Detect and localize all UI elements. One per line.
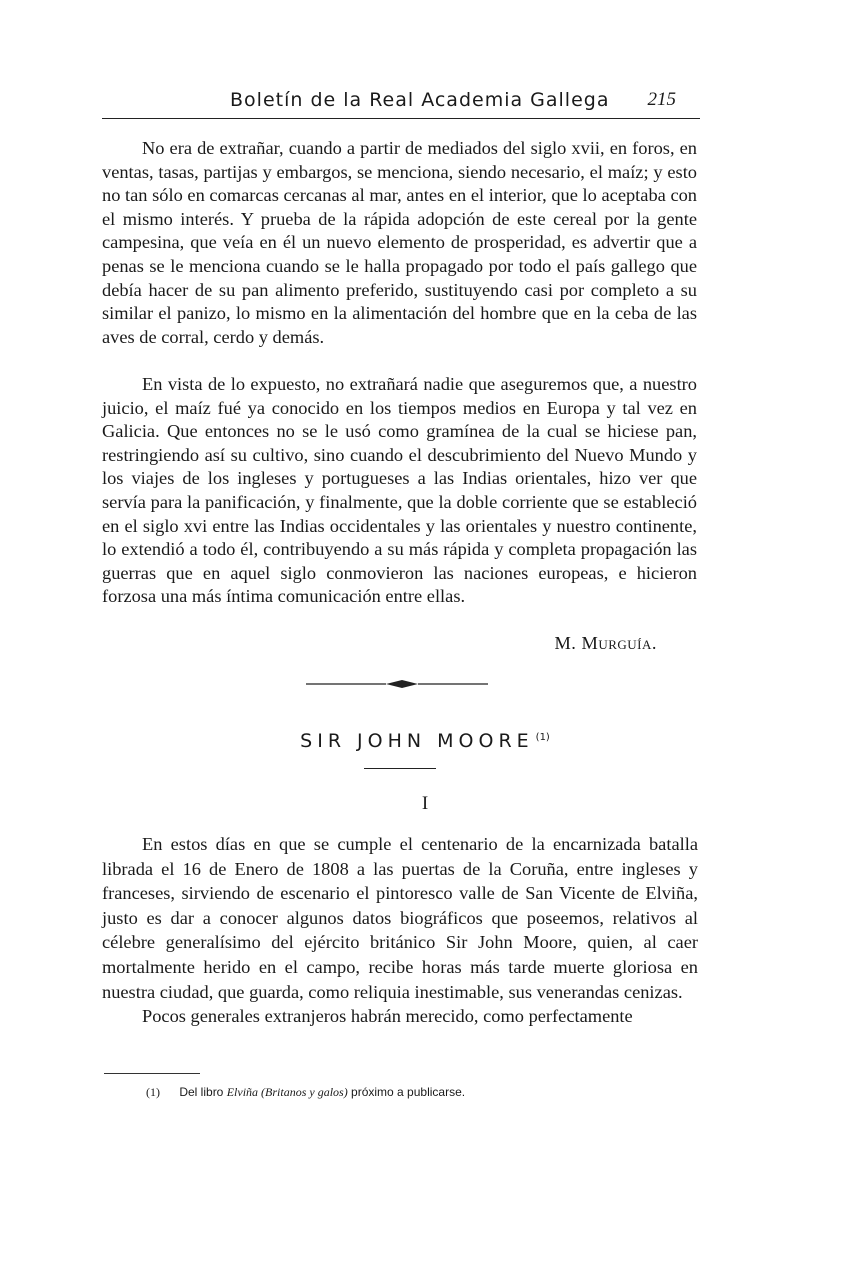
paragraph-text: No era de extrañar, cuando a partir de mediados del siglo xvii, en foros, en ventas, tasas, partijas y embargos, se menciona, siendo necesario, el maíz; y esto no tan sólo en comarcas cercanas al mar, antes en el interior, que lo aceptaba con el mismo interés. Y prueba de la rápida adopción de este cereal por la gente campesina, que veía en él un nuevo elemento de prosperidad, es advertir que a penas se le menciona cuando se le halla propagado por todo el país gallego que debía hacer de su pan alimento preferido, sustituyendo casi por completo a su similar el panizo, lo mismo en la alimentación del hombre que en la ceba de las aves de corral, cerdo y demás. xyxy=(102,138,697,347)
section-number: I xyxy=(421,793,429,814)
page-number: 215 xyxy=(647,89,676,110)
article-title-text: SIR JOHN MOORE xyxy=(300,730,534,752)
running-header xyxy=(102,86,700,119)
author-signature: M. Murguía. xyxy=(554,633,657,653)
article1-paragraph-1 xyxy=(102,137,697,349)
article2-body xyxy=(102,832,698,1029)
footnote-marker: (1) xyxy=(535,731,550,743)
running-title: Boletín de la Real Academia Gallega xyxy=(230,89,610,111)
footnote-text-before: Del libro xyxy=(179,1085,224,1099)
article-title xyxy=(0,730,850,752)
paragraph-text: Pocos generales extranjeros habrán merecido, como perfectamente xyxy=(142,1006,633,1027)
footnote xyxy=(146,1085,465,1100)
ornament-divider-icon xyxy=(306,674,488,694)
footnote-text-after: próximo a publicarse. xyxy=(351,1085,466,1099)
footnote-number: (1) xyxy=(146,1085,160,1099)
title-rule xyxy=(364,768,436,769)
footnote-rule xyxy=(104,1073,200,1074)
paragraph-text: En vista de lo expuesto, no extrañará nadie que aseguremos que, a nuestro juicio, el maíz fué ya conocido en los tiempos medios en Europa y tal vez en Galicia. Que entonces no se le usó como gramínea de la cual se hiciese pan, restringiendo así su cultivo, sino cuando el descubrimiento del Nuevo Mundo y los viajes de los ingleses y portugueses a las Indias orientales, hizo ver que servía para la panificación, y finalmente, que la doble corriente que se estableció en el siglo xvi entre las Indias occidentales y las orientales y nuestro continente, lo extendió a todo él, contribuyendo a su más rápida y completa propagación las guerras que en aquel siglo conmovieron las naciones europeas, e hicieron forzosa una más íntima comunicación entre ellas. xyxy=(102,374,697,607)
footnote-book-title: Elviña (Britanos y galos) xyxy=(226,1085,348,1099)
article1-paragraph-2 xyxy=(102,373,697,609)
paragraph-text: En estos días en que se cumple el centenario de la encarnizada batalla librada el 16 de Enero de 1808 a las puertas de la Coruña, entre ingleses y franceses, sirviendo de escenario el pintoresco valle de San Vicente de Elviña, justo es dar a conocer algunos datos biográficos que poseemos, relativos al célebre generalísimo del ejército británico Sir John Moore, quien, al caer mortalmente herido en el campo, recibe horas más tarde muerte gloriosa en nuestra ciudad, que guarda, como reliquia inestimable, sus venerandas cenizas. xyxy=(102,834,698,1002)
